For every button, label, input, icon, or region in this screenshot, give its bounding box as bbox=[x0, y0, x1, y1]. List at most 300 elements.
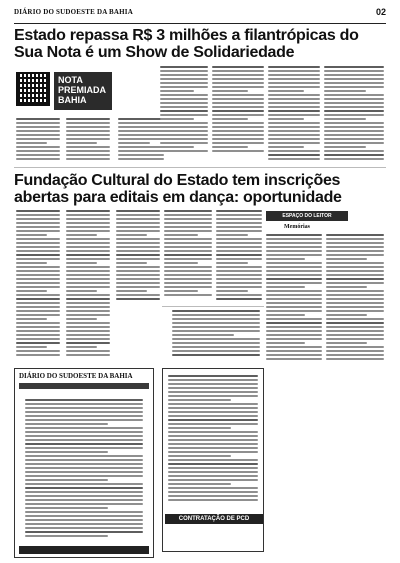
text-line bbox=[168, 387, 258, 389]
text-line bbox=[66, 146, 110, 148]
text-line bbox=[172, 326, 260, 328]
text-line bbox=[216, 294, 262, 296]
text-line bbox=[25, 435, 143, 437]
text-line bbox=[212, 138, 264, 140]
text-line bbox=[25, 523, 143, 525]
text-line bbox=[266, 330, 322, 332]
text-line bbox=[160, 70, 208, 72]
text-line bbox=[168, 447, 258, 449]
text-line bbox=[324, 130, 384, 132]
text-line bbox=[160, 118, 194, 120]
text-line bbox=[160, 142, 208, 144]
text-line bbox=[160, 110, 208, 112]
text-line bbox=[25, 511, 143, 513]
text-line bbox=[268, 146, 304, 148]
text-line bbox=[216, 246, 262, 248]
text-line bbox=[266, 234, 322, 236]
article2-col2 bbox=[66, 210, 110, 358]
text-line bbox=[160, 122, 208, 124]
text-line bbox=[268, 118, 304, 120]
text-line bbox=[116, 230, 160, 232]
text-line bbox=[268, 150, 320, 152]
text-line bbox=[16, 142, 47, 144]
text-line bbox=[16, 286, 60, 288]
text-line bbox=[116, 250, 160, 252]
text-line bbox=[266, 294, 322, 296]
text-line bbox=[168, 471, 258, 473]
text-line bbox=[25, 515, 143, 517]
text-line bbox=[25, 463, 143, 465]
text-line bbox=[66, 338, 110, 340]
text-line bbox=[168, 487, 258, 489]
text-line bbox=[25, 411, 143, 413]
text-line bbox=[268, 86, 320, 88]
masthead-brand: DIÁRIO DO SUDOESTE DA BAHIA bbox=[14, 8, 133, 16]
text-line bbox=[326, 246, 384, 248]
text-line bbox=[168, 455, 231, 457]
text-line bbox=[25, 415, 143, 417]
text-line bbox=[164, 250, 212, 252]
article2-col1 bbox=[16, 210, 60, 358]
text-line bbox=[16, 318, 47, 320]
text-line bbox=[164, 290, 198, 292]
text-line bbox=[25, 451, 108, 453]
text-line bbox=[16, 214, 60, 216]
text-line bbox=[160, 94, 208, 96]
text-line bbox=[324, 86, 384, 88]
text-line bbox=[66, 226, 110, 228]
text-line bbox=[66, 302, 110, 304]
text-line bbox=[116, 274, 160, 276]
text-line bbox=[16, 346, 47, 348]
text-line bbox=[164, 274, 212, 276]
memorias-col2 bbox=[326, 234, 384, 362]
text-line bbox=[324, 134, 384, 136]
text-line bbox=[164, 282, 212, 284]
text-line bbox=[66, 118, 110, 120]
text-line bbox=[116, 242, 160, 244]
text-line bbox=[168, 391, 258, 393]
text-line bbox=[66, 222, 110, 224]
text-line bbox=[164, 294, 212, 296]
text-line bbox=[66, 306, 110, 308]
text-line bbox=[66, 278, 110, 280]
text-line bbox=[212, 130, 264, 132]
text-line bbox=[66, 354, 110, 356]
text-line bbox=[212, 78, 264, 80]
text-line bbox=[168, 467, 258, 469]
text-line bbox=[16, 330, 60, 332]
text-line bbox=[216, 238, 262, 240]
text-line bbox=[324, 66, 384, 68]
text-line bbox=[118, 130, 164, 132]
text-line bbox=[266, 258, 305, 260]
text-line bbox=[160, 114, 208, 116]
text-line bbox=[116, 270, 160, 272]
text-line bbox=[266, 326, 322, 328]
text-line bbox=[160, 78, 208, 80]
text-line bbox=[16, 258, 60, 260]
text-line bbox=[268, 122, 320, 124]
text-line bbox=[168, 415, 258, 417]
classifieds-box bbox=[14, 368, 154, 558]
text-line bbox=[266, 290, 322, 292]
text-line bbox=[268, 70, 320, 72]
text-line bbox=[216, 226, 262, 228]
text-line bbox=[326, 330, 384, 332]
text-line bbox=[66, 318, 97, 320]
text-line bbox=[266, 298, 322, 300]
text-line bbox=[66, 258, 110, 260]
text-line bbox=[268, 66, 320, 68]
text-line bbox=[16, 262, 47, 264]
text-line bbox=[326, 278, 384, 280]
text-line bbox=[266, 278, 322, 280]
text-line bbox=[25, 431, 143, 433]
text-line bbox=[66, 314, 110, 316]
text-line bbox=[160, 86, 208, 88]
text-line bbox=[326, 282, 384, 284]
text-line bbox=[164, 230, 212, 232]
text-line bbox=[66, 310, 110, 312]
text-line bbox=[326, 346, 384, 348]
text-line bbox=[168, 423, 258, 425]
text-line bbox=[266, 314, 305, 316]
text-line bbox=[168, 411, 258, 413]
text-line bbox=[324, 106, 384, 108]
text-line bbox=[326, 270, 384, 272]
newspaper-page bbox=[14, 6, 386, 558]
text-line bbox=[168, 475, 258, 477]
text-line bbox=[216, 210, 262, 212]
text-line bbox=[16, 314, 60, 316]
text-line bbox=[212, 66, 264, 68]
text-line bbox=[66, 122, 110, 124]
text-line bbox=[268, 158, 320, 160]
text-line bbox=[16, 294, 60, 296]
text-line bbox=[326, 238, 384, 240]
text-line bbox=[212, 122, 264, 124]
text-line bbox=[168, 399, 231, 401]
text-line bbox=[160, 146, 194, 148]
text-line bbox=[16, 354, 60, 356]
text-line bbox=[266, 354, 322, 356]
nota-premiada-graphic bbox=[16, 70, 116, 116]
text-line bbox=[25, 399, 143, 401]
article2-col3 bbox=[116, 210, 160, 302]
text-line bbox=[16, 246, 60, 248]
text-line bbox=[25, 487, 143, 489]
text-line bbox=[66, 290, 97, 292]
text-line bbox=[216, 274, 262, 276]
text-line bbox=[116, 298, 160, 300]
text-line bbox=[168, 439, 258, 441]
text-line bbox=[212, 114, 264, 116]
text-line bbox=[168, 499, 258, 501]
text-line bbox=[66, 322, 110, 324]
text-line bbox=[164, 226, 212, 228]
text-line bbox=[266, 270, 322, 272]
text-line bbox=[164, 286, 212, 288]
text-line bbox=[66, 210, 110, 212]
text-line bbox=[160, 138, 208, 140]
text-line bbox=[16, 234, 47, 236]
text-line bbox=[326, 234, 384, 236]
text-line bbox=[326, 306, 384, 308]
text-line bbox=[324, 74, 384, 76]
text-line bbox=[268, 134, 320, 136]
reader-section-label: ESPAÇO DO LEITOR bbox=[266, 211, 348, 221]
text-line bbox=[168, 479, 258, 481]
text-line bbox=[168, 463, 258, 465]
text-line bbox=[164, 222, 212, 224]
text-line bbox=[324, 78, 384, 80]
text-line bbox=[168, 483, 231, 485]
text-line bbox=[268, 102, 320, 104]
mini-footer-bar bbox=[19, 546, 149, 554]
text-line bbox=[16, 290, 47, 292]
text-line bbox=[66, 134, 110, 136]
text-line bbox=[268, 126, 320, 128]
text-line bbox=[25, 419, 143, 421]
text-line bbox=[116, 246, 160, 248]
text-line bbox=[164, 258, 212, 260]
text-line bbox=[66, 342, 110, 344]
text-line bbox=[25, 483, 143, 485]
text-line bbox=[324, 142, 384, 144]
text-line bbox=[164, 246, 212, 248]
text-line bbox=[266, 238, 322, 240]
text-line bbox=[25, 455, 143, 457]
text-line bbox=[66, 266, 110, 268]
text-line bbox=[268, 114, 320, 116]
text-line bbox=[25, 427, 143, 429]
text-line bbox=[16, 298, 60, 300]
text-line bbox=[172, 338, 260, 340]
text-line bbox=[66, 142, 97, 144]
mini-masthead-brand: DIÁRIO DO SUDOESTE DA BAHIA bbox=[19, 372, 133, 380]
text-line bbox=[66, 270, 110, 272]
text-line bbox=[164, 238, 212, 240]
text-line bbox=[268, 142, 320, 144]
text-line bbox=[25, 443, 143, 445]
text-line bbox=[66, 238, 110, 240]
memorias-col1 bbox=[266, 234, 322, 362]
text-line bbox=[118, 122, 164, 124]
text-line bbox=[164, 214, 212, 216]
text-line bbox=[25, 507, 108, 509]
text-line bbox=[116, 294, 160, 296]
text-line bbox=[66, 262, 97, 264]
text-line bbox=[216, 298, 262, 300]
text-line bbox=[266, 250, 322, 252]
text-line bbox=[268, 74, 320, 76]
text-line bbox=[266, 358, 322, 360]
text-line bbox=[172, 314, 260, 316]
text-line bbox=[16, 238, 60, 240]
text-line bbox=[326, 258, 367, 260]
text-line bbox=[326, 338, 384, 340]
text-line bbox=[66, 150, 110, 152]
text-line bbox=[268, 90, 304, 92]
text-line bbox=[216, 266, 262, 268]
text-line bbox=[172, 318, 260, 320]
text-line bbox=[216, 234, 248, 236]
text-line bbox=[16, 322, 60, 324]
text-line bbox=[326, 310, 384, 312]
badge-line: PREMIADA bbox=[58, 85, 107, 95]
text-line bbox=[172, 342, 260, 344]
text-line bbox=[172, 350, 260, 352]
text-line bbox=[16, 254, 60, 256]
text-line bbox=[324, 102, 384, 104]
text-line bbox=[16, 310, 60, 312]
text-line bbox=[160, 106, 208, 108]
text-line bbox=[326, 298, 384, 300]
text-line bbox=[268, 94, 320, 96]
text-line bbox=[118, 150, 164, 152]
text-line bbox=[160, 82, 208, 84]
text-line bbox=[66, 294, 110, 296]
text-line bbox=[66, 126, 110, 128]
badge-line: NOTA bbox=[58, 75, 83, 85]
text-line bbox=[324, 146, 366, 148]
article1-col7 bbox=[324, 66, 384, 162]
text-line bbox=[268, 130, 320, 132]
text-line bbox=[326, 286, 367, 288]
text-line bbox=[16, 326, 60, 328]
text-line bbox=[216, 286, 262, 288]
text-line bbox=[326, 266, 384, 268]
text-line bbox=[25, 475, 143, 477]
text-line bbox=[116, 234, 147, 236]
text-line bbox=[16, 250, 60, 252]
text-line bbox=[266, 286, 305, 288]
text-line bbox=[172, 354, 260, 356]
text-line bbox=[116, 290, 147, 292]
text-line bbox=[216, 290, 248, 292]
edital-ad-box bbox=[162, 368, 264, 552]
text-line bbox=[268, 106, 320, 108]
text-line bbox=[268, 138, 320, 140]
text-line bbox=[66, 254, 110, 256]
text-line bbox=[266, 338, 322, 340]
text-line bbox=[268, 98, 320, 100]
text-line bbox=[324, 118, 366, 120]
text-line bbox=[326, 350, 384, 352]
text-line bbox=[16, 278, 60, 280]
text-line bbox=[116, 238, 160, 240]
text-line bbox=[118, 138, 164, 140]
text-line bbox=[168, 443, 258, 445]
text-line bbox=[25, 495, 143, 497]
text-line bbox=[324, 150, 384, 152]
text-line bbox=[16, 306, 60, 308]
article1-col3 bbox=[118, 118, 164, 162]
text-line bbox=[172, 346, 260, 348]
text-line bbox=[66, 274, 110, 276]
text-line bbox=[168, 451, 258, 453]
text-line bbox=[160, 150, 208, 152]
text-line bbox=[168, 379, 258, 381]
text-line bbox=[25, 479, 108, 481]
text-line bbox=[326, 342, 367, 344]
text-line bbox=[324, 110, 384, 112]
article2-col4 bbox=[164, 210, 212, 298]
text-line bbox=[266, 246, 322, 248]
text-line bbox=[216, 270, 262, 272]
text-line bbox=[268, 110, 320, 112]
text-line bbox=[172, 322, 260, 324]
text-line bbox=[66, 286, 110, 288]
article2-col5 bbox=[216, 210, 262, 302]
text-line bbox=[118, 146, 164, 148]
text-line bbox=[168, 431, 258, 433]
text-line bbox=[16, 210, 60, 212]
text-line bbox=[212, 90, 248, 92]
text-line bbox=[16, 350, 60, 352]
text-line bbox=[268, 154, 320, 156]
text-line bbox=[172, 334, 234, 336]
text-line bbox=[16, 282, 60, 284]
article1-col4 bbox=[160, 66, 208, 154]
text-line bbox=[164, 266, 212, 268]
masthead bbox=[14, 6, 386, 24]
text-line bbox=[212, 70, 264, 72]
text-line bbox=[16, 242, 60, 244]
text-line bbox=[168, 395, 258, 397]
text-line bbox=[326, 294, 384, 296]
text-line bbox=[16, 338, 60, 340]
text-line bbox=[118, 142, 150, 144]
text-line bbox=[212, 142, 264, 144]
article1-col6 bbox=[268, 66, 320, 162]
text-line bbox=[66, 246, 110, 248]
text-line bbox=[266, 334, 322, 336]
text-line bbox=[168, 495, 258, 497]
text-line bbox=[268, 78, 320, 80]
text-line bbox=[160, 134, 208, 136]
text-line bbox=[212, 110, 264, 112]
text-line bbox=[212, 150, 264, 152]
text-line bbox=[160, 98, 208, 100]
text-line bbox=[324, 98, 384, 100]
text-line bbox=[164, 278, 212, 280]
text-line bbox=[326, 274, 384, 276]
text-line bbox=[16, 158, 60, 160]
text-line bbox=[266, 274, 322, 276]
text-line bbox=[66, 346, 97, 348]
notice-divider bbox=[162, 306, 264, 307]
text-line bbox=[266, 254, 322, 256]
text-line bbox=[164, 242, 212, 244]
text-line bbox=[116, 214, 160, 216]
text-line bbox=[216, 278, 262, 280]
text-line bbox=[326, 314, 367, 316]
text-line bbox=[118, 134, 164, 136]
text-line bbox=[216, 214, 262, 216]
text-line bbox=[326, 250, 384, 252]
text-line bbox=[16, 118, 60, 120]
text-line bbox=[16, 266, 60, 268]
text-line bbox=[116, 266, 160, 268]
text-line bbox=[326, 318, 384, 320]
text-line bbox=[266, 266, 322, 268]
text-line bbox=[116, 254, 160, 256]
text-line bbox=[266, 306, 322, 308]
text-line bbox=[326, 326, 384, 328]
text-line bbox=[25, 447, 143, 449]
